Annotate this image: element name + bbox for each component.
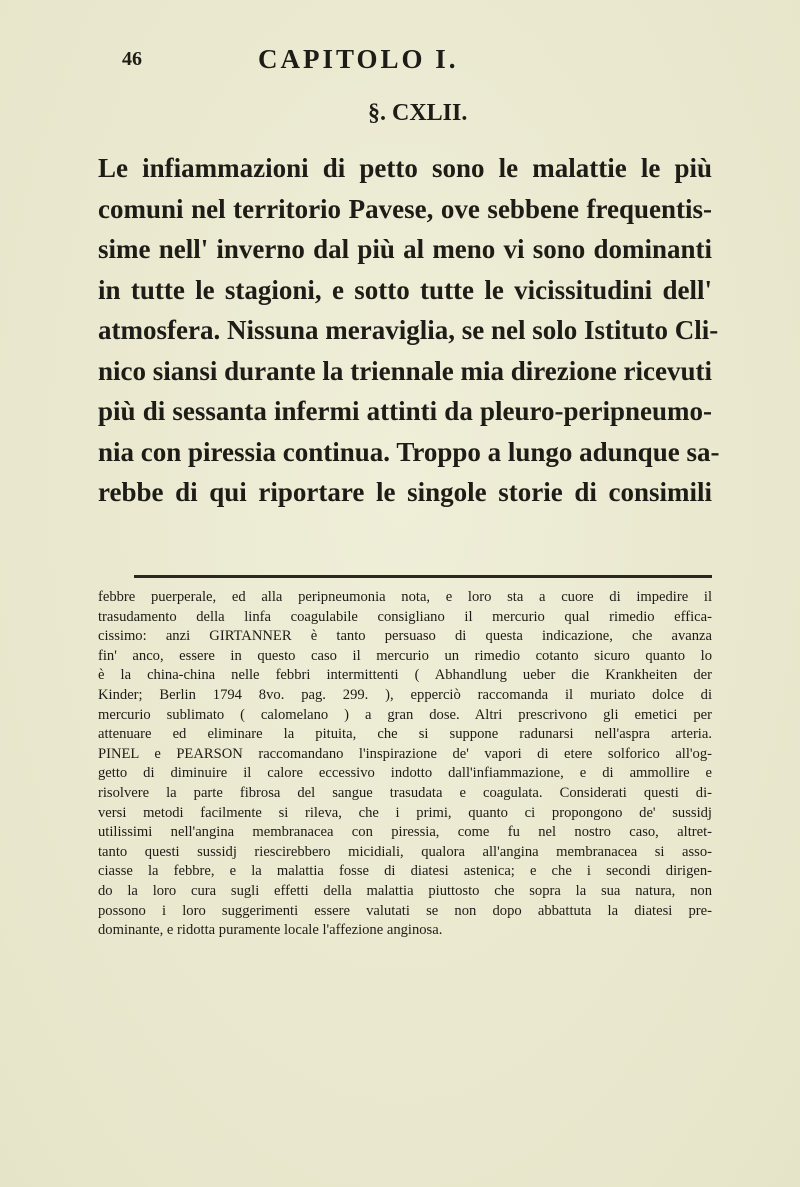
text-line: Le infiammazioni di petto sono le malattie le più	[98, 153, 712, 183]
text-line: nico siansi durante la triennale mia direzione ricevuti	[98, 355, 712, 386]
text-line: in tutte le stagioni, e sotto tutte le vicissitudini dell'	[98, 274, 712, 305]
chapter-heading: CAPITOLO I.	[258, 44, 459, 74]
footnote-line: febbre puerperale, ed alla peripneumonia nota, e loro sta a cuore di impedire il	[98, 589, 712, 605]
footnote-line: versi metodi facilmente si rileva, che i primi, quanto ci propongono de' sussidj	[98, 804, 712, 821]
page-number: 46	[122, 48, 142, 70]
footnote-line: fin' anco, essere in questo caso il mercurio un rimedio cotanto sicuro quanto lo	[98, 647, 712, 664]
footnote-line: possono i loro suggerimenti essere valutati se non dopo abbattuta la diatesi pre-	[98, 902, 712, 919]
footnote-line: utilissimi nell'angina membranacea con piressia, come fu nel nostro caso, altret-	[98, 824, 712, 841]
section-heading: §. CXLII.	[368, 100, 468, 126]
footnote-line: trasudamento della linfa coagulabile consigliano il mercurio qual rimedio effica-	[98, 608, 712, 625]
footnote-line: tanto questi sussidj riescirebbero micidiali, qualora all'angina membranacea si asso-	[98, 843, 712, 860]
footnote-line: risolvere la parte fibrosa del sangue trasudata e coagulata. Considerati questi di-	[98, 784, 712, 801]
text-line: rebbe di qui riportare le singole storie di consimili	[98, 477, 712, 507]
footnote-line: attenuare ed eliminare la pituita, che si suppone radunarsi nell'aspra arteria.	[98, 726, 712, 743]
text-line: sime nell' inverno dal più al meno vi sono dominanti	[98, 234, 712, 264]
footnote-line: ciasse la febbre, e la malattia fosse di diatesi astenica; e che i secondi dirigen-	[98, 863, 712, 880]
text-line: nia con piressia continua. Troppo a lungo adunque sa-	[98, 436, 720, 467]
footnote-line: cissimo: anzi GIRTANNER è tanto persuaso di questa indicazione, che avanza	[98, 628, 712, 645]
footnote-line: PINEL e PEARSON raccomandano l'inspirazione de' vapori di etere solforico all'og-	[98, 745, 712, 762]
footnote-line: do la loro cura sugli effetti della malattia piuttosto che sopra la sua natura, non	[98, 882, 712, 899]
footnote-line: è la china-china nelle febbri intermittenti ( Abhandlung ueber die Krankheiten der	[98, 667, 712, 684]
text-line: comuni nel territorio Pavese, ove sebbene frequentis-	[98, 193, 712, 224]
footnote	[98, 588, 712, 941]
footnote-line: mercurio sublimato ( calomelano ) a gran dose. Altri prescrivono gli emetici per	[98, 706, 712, 723]
text-line: atmosfera. Nissuna meraviglia, se nel solo Istituto Cli-	[98, 315, 719, 345]
footnote-line: dominante, e ridotta puramente locale l'affezione anginosa.	[98, 922, 443, 939]
main-text	[98, 148, 720, 513]
footnote-line: getto di diminuire il calore eccessivo indotto dall'infiammazione, e di ammollire e	[98, 765, 712, 782]
text-line: più di sessanta infermi attinti da pleuro-peripneumo-	[98, 396, 712, 426]
footnote-divider	[134, 575, 712, 578]
footnote-line: Kinder; Berlin 1794 8vo. pag. 299. ), epperciò raccomanda il muriato dolce di	[98, 686, 712, 703]
